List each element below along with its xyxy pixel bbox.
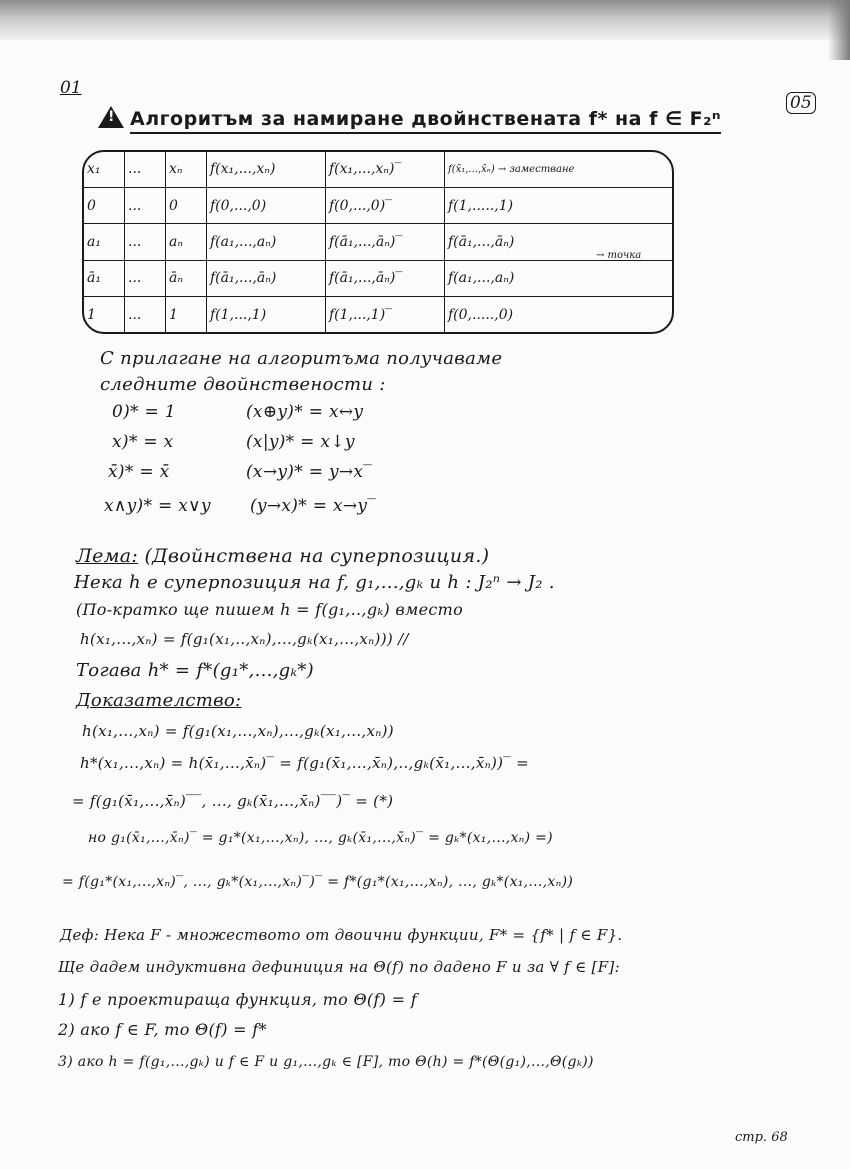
table-cell: 0 (84, 187, 125, 223)
proof-line: = f(g₁(x̄₁,...,x̄ₙ)‾‾, ..., gₖ(x̄₁,...,x̄ₙ)‾‾)‾ = (*) (72, 792, 394, 810)
duality-right: (x|y)* = x↓y (246, 432, 355, 452)
table-cell: f(1,...,1) (207, 297, 326, 333)
algorithm-table (82, 150, 674, 334)
lemma-label: Лема: (76, 545, 139, 567)
definition-marker: Деф: (60, 926, 100, 944)
table-header: ... (125, 152, 166, 187)
table-cell: f(1,...,1)‾ (326, 297, 445, 333)
table-cell: 1 (84, 297, 125, 333)
duality-right: (x⊕y)* = x↔y (246, 402, 364, 422)
table-cell: f(0,.....,0) (445, 297, 673, 333)
table-cell: f(ā₁,...,āₙ) (445, 224, 673, 260)
duality-left: 0)* = 1 (112, 402, 176, 422)
page-mark-left: 01 (60, 78, 82, 98)
page-mark-right: 05 (786, 92, 816, 114)
table-cell: ... (125, 224, 166, 260)
duality-left: x)* = x (112, 432, 174, 452)
table-cell: f(ā₁,...,āₙ)‾ (326, 224, 445, 260)
table-row (84, 187, 672, 223)
table-cell: f(0,...,0) (207, 187, 326, 223)
table-cell: 1 (166, 297, 207, 333)
table-cell: f(ā₁,...,āₙ) (207, 260, 326, 296)
duality-right: (x→y)* = y→x‾ (246, 462, 373, 482)
lemma-title: (Двойнствена на суперпозиция.) (144, 545, 490, 567)
table-row (84, 224, 672, 260)
table-cell: āₙ (166, 260, 207, 296)
page-title (98, 106, 721, 130)
proof-line: h(x₁,...,xₙ) = f(g₁(x₁,...,xₙ),...,gₖ(x₁,...,xₙ)) (82, 722, 394, 740)
definition-line: 2) ако f ∈ F, то Θ(f) = f* (58, 1020, 267, 1039)
table-header: xₙ (166, 152, 207, 187)
lemma-line: Нека h е суперпозиция на f, g₁,...,gₖ и h : J₂ⁿ → J₂ . (74, 572, 555, 593)
table-side-note: → точка (596, 250, 642, 261)
lemma-line: Тогава h* = f*(g₁*,...,gₖ*) (76, 660, 314, 681)
table-cell: f(1,.....,1) (445, 187, 673, 223)
duality-left: x∧y)* = x∨y (104, 496, 211, 516)
table-cell: ... (125, 297, 166, 333)
table-header: f(x̄₁,...,x̄ₙ) → заместване (445, 152, 673, 187)
warning-icon (98, 106, 124, 128)
duality-left: x̄)* = x̄ (108, 462, 170, 482)
lemma-line: h(x₁,...,xₙ) = f(g₁(x₁,..,xₙ),...,gₖ(x₁,...,xₙ))) // (80, 630, 409, 648)
intro-line: следните двойнствености : (100, 374, 386, 395)
table-cell: f(0,...,0)‾ (326, 187, 445, 223)
table-cell: 0 (166, 187, 207, 223)
table-header: f(x₁,...,xₙ) (207, 152, 326, 187)
page-number: стр. 68 (735, 1130, 788, 1145)
table-cell: ... (125, 187, 166, 223)
duality-right: (y→x)* = x→y‾ (250, 496, 377, 516)
intro-line: С прилагане на алгоритъма получаваме (100, 348, 503, 369)
table-row (84, 297, 672, 333)
lemma-line: (По-кратко ще пишем h = f(g₁,..,gₖ) вместо (76, 600, 464, 619)
table-cell: a₁ (84, 224, 125, 260)
definition-line: Ще дадем индуктивна дефиниция на Θ(f) по дадено F и за ∀ f ∈ [F]: (58, 958, 620, 976)
definition-line (60, 926, 622, 944)
proof-label: Доказателство: (76, 690, 242, 711)
table-cell: f(ā₁,...,āₙ)‾ (326, 260, 445, 296)
lemma-heading (76, 545, 489, 567)
page-title-text: Алгоритъм за намиране двойнствената f* на f ∈ F₂ⁿ (130, 108, 721, 134)
table-header: f(x₁,...,xₙ)‾ (326, 152, 445, 187)
table-header: x₁ (84, 152, 125, 187)
table-row (84, 260, 672, 296)
table-cell: f(a₁,...,aₙ) (207, 224, 326, 260)
table-cell: f(a₁,...,aₙ) (445, 260, 673, 296)
table-cell: ā₁ (84, 260, 125, 296)
table-header-row (84, 152, 672, 187)
definition-line: 3) ако h = f(g₁,...,gₖ) и f ∈ F и g₁,...,gₖ ∈ [F], то Θ(h) = f*(Θ(g₁),...,Θ(gₖ)) (58, 1054, 594, 1070)
definition-line: 1) f е проектираща функция, то Θ(f) = f (58, 990, 417, 1009)
table-cell: aₙ (166, 224, 207, 260)
proof-line: h*(x₁,...,xₙ) = h(x̄₁,...,x̄ₙ)‾ = f(g₁(x̄₁,...,x̄ₙ),..,gₖ(x̄₁,...,x̄ₙ))‾ = (80, 754, 530, 772)
proof-line: = f(g₁*(x₁,...,xₙ)‾, ..., gₖ*(x₁,...,xₙ)‾)‾ = f*(g₁*(x₁,...,xₙ), ..., gₖ*(x₁,...,xₙ)) (62, 874, 574, 890)
scan-shadow-right (828, 0, 850, 60)
table-cell: ... (125, 260, 166, 296)
scan-shadow-top (0, 0, 850, 40)
definition-text: Нека F - множеството от двоични функции, F* = {f* | f ∈ F}. (104, 926, 623, 944)
proof-line: но g₁(x̄₁,...,x̄ₙ)‾ = g₁*(x₁,...,xₙ), ..., gₖ(x̄₁,...,x̄ₙ)‾ = gₖ*(x₁,...,xₙ) =) (88, 830, 553, 846)
